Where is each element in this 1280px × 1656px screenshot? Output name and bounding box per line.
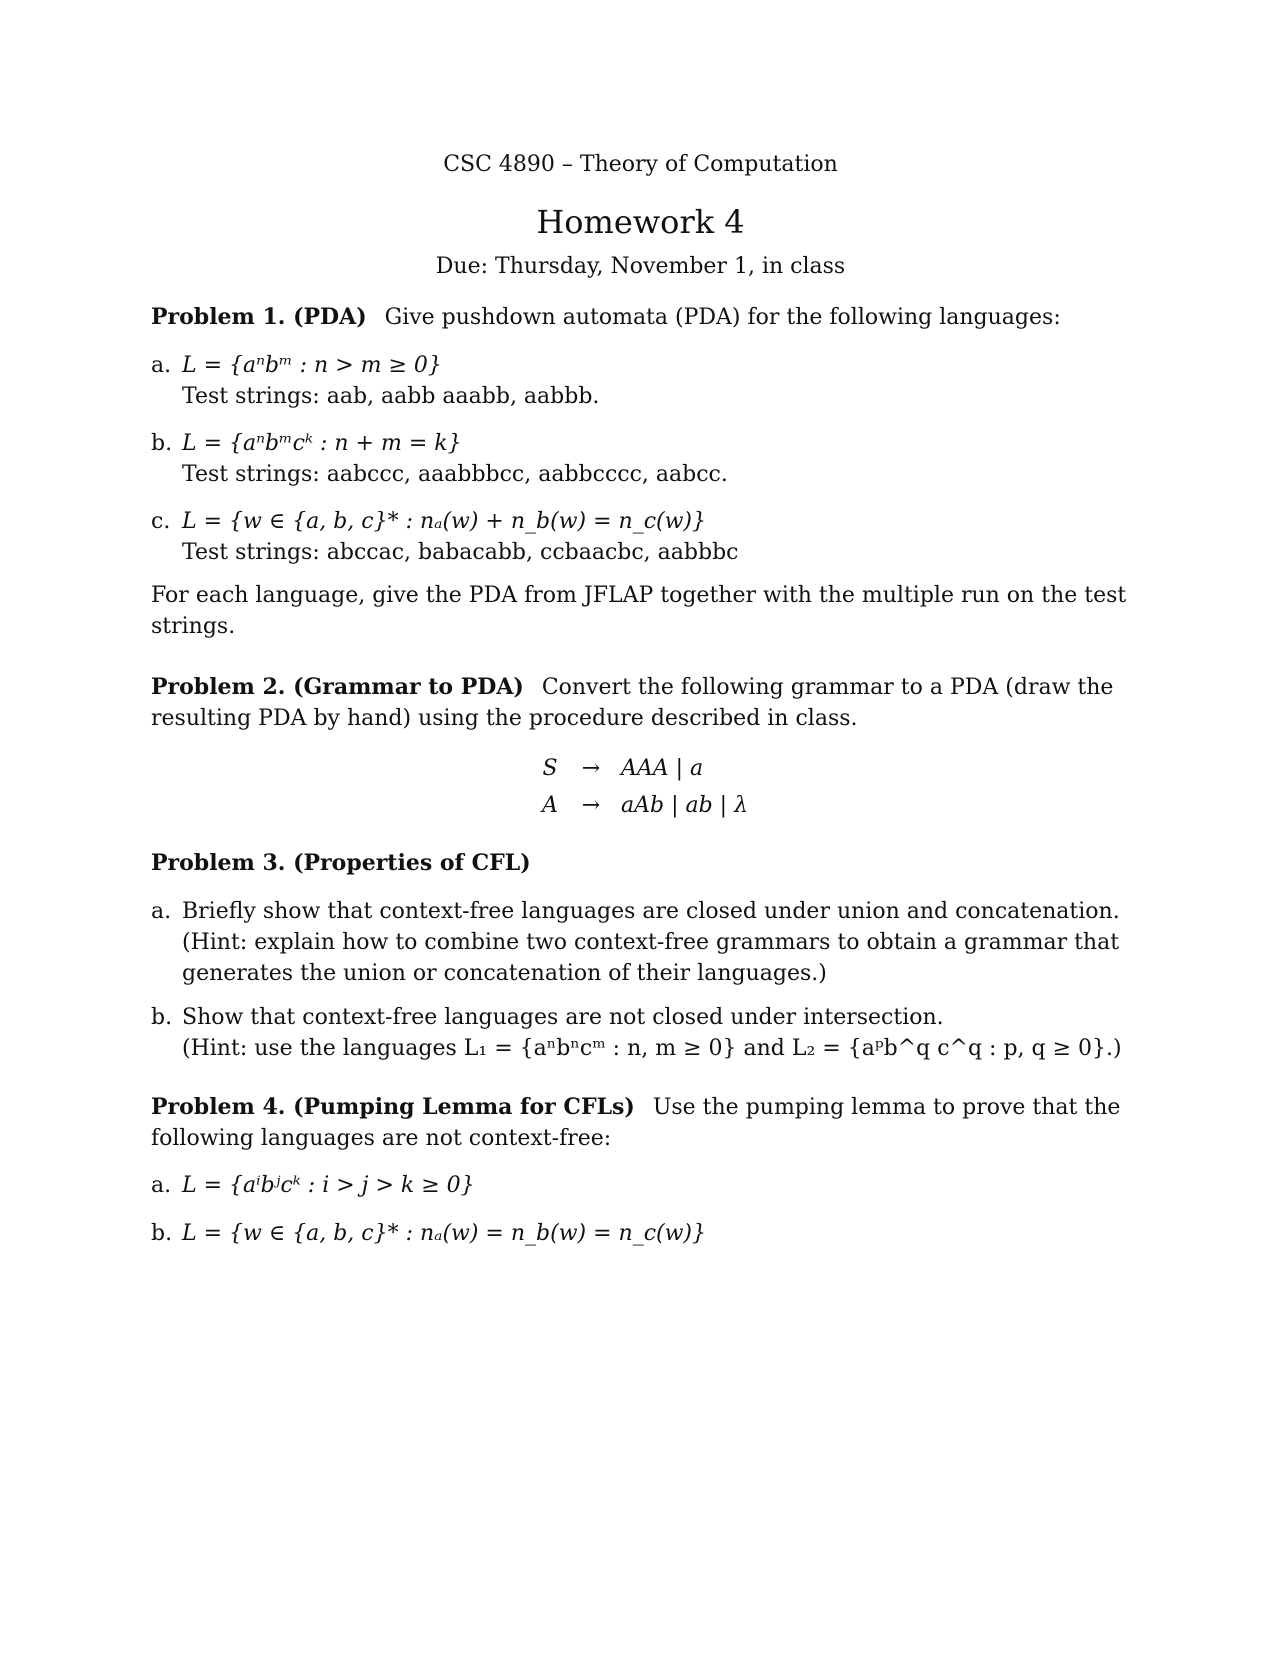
grammar-rule [151, 793, 1130, 830]
homework-title: Homework 4 [536, 203, 745, 241]
item-hint: (Hint: use the languages L₁ = {aⁿbⁿcᵐ : n, m ≥ 0} and L₂ = {aᵖb^q c^q : p, q ≥ 0}.) [182, 1036, 1122, 1061]
problem-1-footer: For each language, give the PDA from JFLAP together with the multiple run on the test strings. [151, 583, 1127, 639]
item-label: b. [151, 431, 173, 456]
grammar [151, 756, 1130, 830]
item-text: Show that context-free languages are not closed under intersection. [182, 1005, 944, 1030]
item-label: a. [151, 353, 172, 378]
problem-1-intro: Give pushdown automata (PDA) for the following languages: [384, 305, 1061, 330]
rule-arrow: → [581, 756, 601, 781]
problem-4-intro: Use the pumping lemma to prove that the following languages are not context-free: [151, 1095, 1121, 1151]
problem-3-heading [151, 848, 1130, 879]
problem-1a [151, 350, 1130, 412]
course-title: CSC 4890 – Theory of Computation [443, 152, 838, 177]
item-label: a. [151, 1173, 172, 1198]
item-label: c. [151, 509, 171, 534]
rule-rhs: aAb | ab | λ [621, 793, 749, 818]
item-text: Briefly show that context-free languages are closed under union and concatenation. (Hint: explain how to combine two context-free grammars to obtain a grammar that generates the union or concatenation of their languages.) [182, 899, 1120, 986]
problem-3-title: Problem 3. (Properties of CFL) [151, 850, 531, 876]
problem-4-heading [151, 1092, 1130, 1154]
problem-1-heading [151, 302, 1130, 333]
due-date: Due: Thursday, November 1, in class [435, 254, 846, 279]
problem-4-title: Problem 4. (Pumping Lemma for CFLs) [151, 1094, 635, 1120]
item-label: b. [151, 1005, 173, 1030]
language-definition: L = {w ∈ {a, b, c}* : nₐ(w) = n_b(w) = n_c(w)} [182, 1221, 707, 1246]
rule-rhs: AAA | a [621, 756, 704, 781]
language-definition: L = {aⁿbᵐcᵏ : n + m = k} [182, 431, 462, 456]
rule-lhs: S [542, 756, 558, 781]
item-label: a. [151, 899, 172, 924]
problem-3a [151, 896, 1130, 989]
problem-4a [151, 1170, 1130, 1201]
problem-4b [151, 1218, 1130, 1249]
problem-1c [151, 506, 1130, 568]
problem-1-title: Problem 1. (PDA) [151, 304, 367, 330]
problem-2-heading [151, 672, 1130, 734]
problem-2-title: Problem 2. (Grammar to PDA) [151, 674, 524, 700]
problem-3b [151, 1002, 1130, 1064]
test-strings: Test strings: abccac, babacabb, ccbaacbc, aabbbc [182, 540, 739, 565]
item-label: b. [151, 1221, 173, 1246]
problem-2-intro: Convert the following grammar to a PDA (draw the resulting PDA by hand) using the procedure described in class. [151, 675, 1114, 731]
language-definition: L = {aⁱbʲcᵏ : i > j > k ≥ 0} [182, 1173, 475, 1198]
problem-1b [151, 428, 1130, 490]
test-strings: Test strings: aabccc, aaabbbcc, aabbcccc, aabcc. [182, 462, 728, 487]
rule-arrow: → [581, 793, 601, 818]
grammar-rule [151, 756, 1130, 793]
language-definition: L = {w ∈ {a, b, c}* : nₐ(w) + n_b(w) = n_c(w)} [182, 509, 707, 534]
language-definition: L = {aⁿbᵐ : n > m ≥ 0} [182, 353, 442, 378]
rule-lhs: A [542, 793, 558, 818]
test-strings: Test strings: aab, aabb aaabb, aabbb. [182, 384, 600, 409]
